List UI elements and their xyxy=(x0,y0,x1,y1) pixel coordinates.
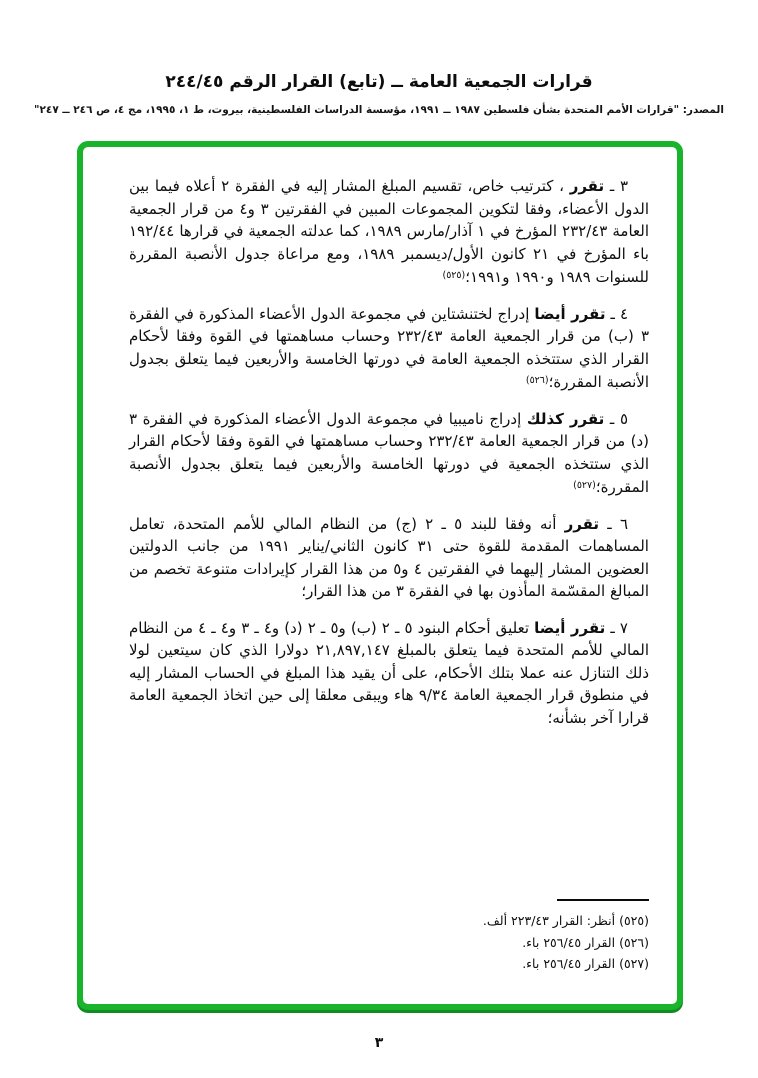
footnote-separator xyxy=(557,899,649,901)
page-title: قرارات الجمعية العامة ــ (تابع) القرار الرقم ٢٤٤/٤٥ xyxy=(165,72,593,92)
paragraph-text: تعليق أحكام البنود ٥ ـ ٢ (ب) و٥ ـ ٢ (د) و٤ ـ ٣ و٤ ـ ٤ من النظام المالي للأمم المتحدة فيما يتعلق بالمبلغ ٢١,٨٩٧,١٤٧ دولارا الذي كان سيتعين لولا ذلك التنازل عنه عملا بتلك الأحكام، على أن يقيد هذا المبلغ في الحساب المشار إليه في منطوق قرار الجمعية العامة ٩/٣٤ هاء ويبقى معلقا إلى حين اتخاذ الجمعية العامة قرارا آخر بشأنه؛ xyxy=(129,618,649,727)
footnote-item: (٥٢٥) أنظر: القرار ٢٢٣/٤٣ ألف. xyxy=(482,913,649,928)
source-line: المصدر: "قرارات الأمم المتحدة بشأن فلسطين ١٩٨٧ ــ ١٩٩١، مؤسسة الدراسات الفلسطينية، بيروت، ط ١، ١٩٩٥، مج ٤، ص ٢٤٦ ــ ٢٤٧" xyxy=(34,104,724,116)
resolution-paragraph xyxy=(129,513,649,603)
resolution-paragraph xyxy=(129,408,649,499)
paragraph-lead: تقرر كذلك xyxy=(526,409,605,428)
paragraph-text: أنه وفقا للبند ٥ ـ ٢ (ج) من النظام المالي للأمم المتحدة، تعامل المساهمات المقدمة للقوة حتى ٣١ كانون الثاني/يناير ١٩٩١ من جانب الدولتين العضوين المشار إليهما في الفقرتين ٤ و٥ من هذا القرار كإيرادات متنوعة تخصم من المبالغ المقسّمة المأذون بها في الفقرة ٣ من هذا القرار؛ xyxy=(129,514,649,600)
paragraph-number: ٤ ـ xyxy=(605,304,628,323)
footnote-list xyxy=(129,910,649,975)
footnote-item: (٥٢٦) القرار ٢٥٦/٤٥ باء. xyxy=(522,934,649,950)
paragraph-text: إدراج لختنشتاين في مجموعة الدول الأعضاء المذكورة في الفقرة ٣ (ب) من قرار الجمعية العامة ٢٣٢/٤٣ وحساب مساهمتها في القوة وفقا لأحكام القرار الذي ستتخذه الجمعية العامة في دورتها الخامسة والأربعين فيما يتعلق بجدول الأنصبة المقررة؛ xyxy=(129,304,649,391)
resolution-paragraph xyxy=(129,617,649,730)
paragraph-text: ، كترتيب خاص، تقسيم المبلغ المشار إليه في الفقرة ٢ أعلاه فيما بين الدول الأعضاء، وفقا لتكوين المجموعات المبين في الفقرتين ٣ و٤ من قرار الجمعية العامة ٢٣٢/٤٣ المؤرخ في ١ آذار/مارس ١٩٨٩، كما عدلته الجمعية في قرارها ١٩٢/٤٤ باء المؤرخ في ٢١ كانون الأول/ديسمبر ١٩٨٩، ومع مراعاة جدول الأنصبة المقررة للسنوات ١٩٨٩ و١٩٩٠ و١٩٩١؛ xyxy=(129,177,650,286)
paragraph-number: ٥ ـ xyxy=(604,409,628,428)
resolution-paragraph xyxy=(129,303,649,394)
resolution-paragraph xyxy=(129,175,649,289)
paragraph-number: ٦ ـ xyxy=(599,514,628,533)
paragraph-list xyxy=(129,175,649,743)
paragraph-text: إدراج ناميبيا في مجموعة الدول الأعضاء المذكورة في الفقرة ٣ (د) من قرار الجمعية العامة ٢٣٢/٤٣ وحساب مساهمتها في القوة وفقا لأحكام القرار الذي ستتخذه الجمعية في دورتها الخامسة والأربعين فيما يتعلق بجدول الأنصبة المقررة؛ xyxy=(129,409,649,496)
paragraph-lead: تقرر أيضا xyxy=(534,618,606,637)
paragraph-number: ٧ ـ xyxy=(605,618,628,637)
paragraph-lead: تقرر أيضا xyxy=(534,304,606,323)
paragraph-number: ٣ ـ xyxy=(604,177,628,195)
page-number: ٣ xyxy=(374,1035,384,1051)
footnote-ref: (٥٢٥) xyxy=(442,270,466,281)
paragraph-lead: تقرر xyxy=(564,514,600,533)
content-frame xyxy=(77,141,683,1010)
footnote-item: (٥٢٧) القرار ٢٥٦/٤٥ باء. xyxy=(522,956,649,971)
footnote-ref: (٥٢٦) xyxy=(525,375,549,386)
footnotes-block xyxy=(129,899,649,975)
footnote-ref: (٥٢٧) xyxy=(573,480,596,491)
paragraph-lead: تقرر xyxy=(569,177,605,195)
